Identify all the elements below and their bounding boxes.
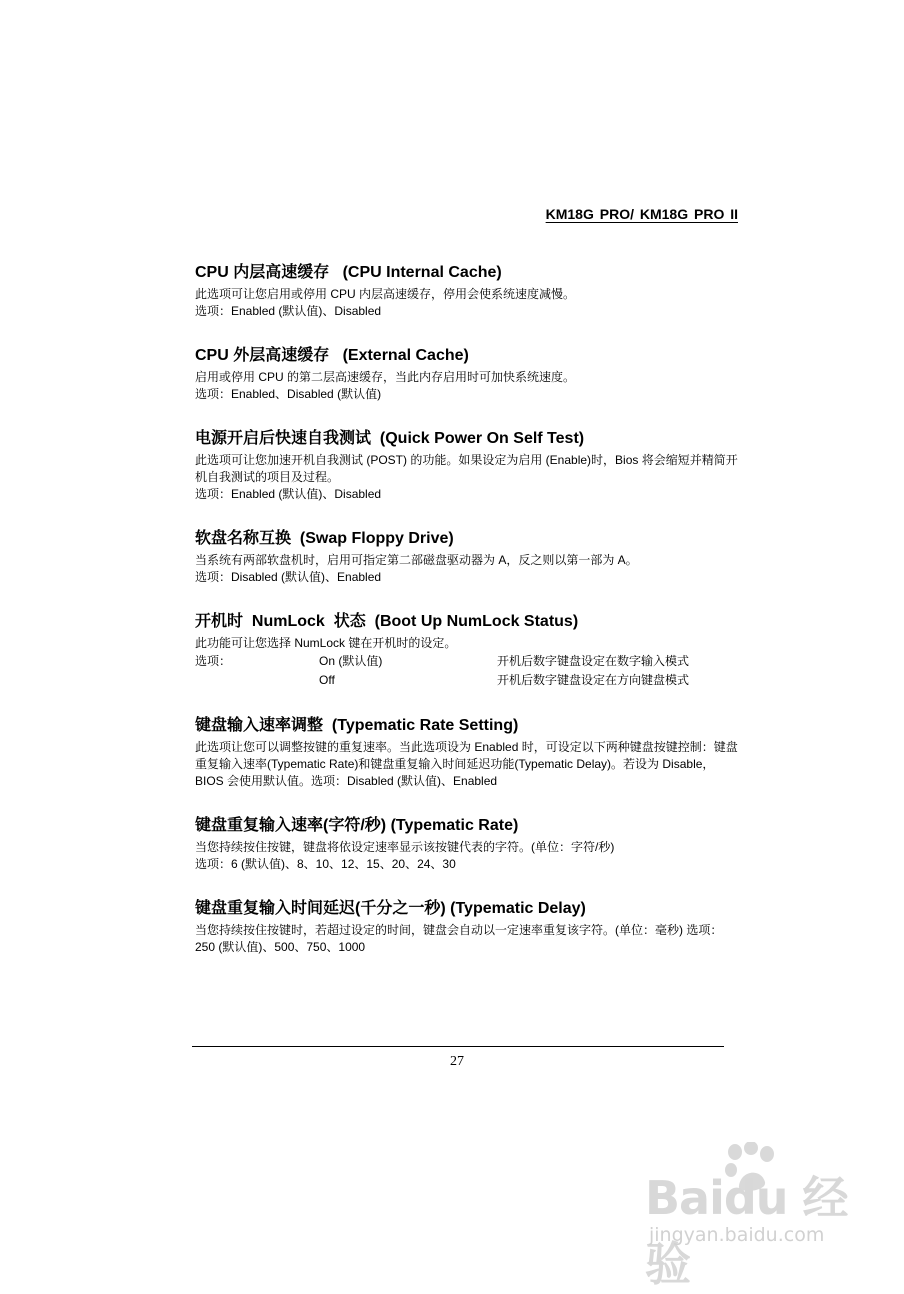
section-typematic-delay bbox=[195, 898, 740, 956]
section-options: 选项：Enabled、Disabled (默认值) bbox=[195, 387, 382, 401]
title-en: (Boot Up NumLock Status) bbox=[374, 613, 579, 630]
title-cn: CPU 内层高速缓存 bbox=[195, 264, 330, 281]
title-mid: NumLock bbox=[251, 613, 325, 630]
section-quick-post bbox=[195, 428, 740, 503]
baidu-watermark bbox=[645, 1142, 885, 1291]
title-cn: 电源开启后快速自我测试 bbox=[195, 430, 372, 447]
title-en: (Swap Floppy Drive) bbox=[299, 530, 454, 547]
option-row-off bbox=[195, 671, 740, 690]
title-en: (External Cache) bbox=[342, 347, 469, 364]
section-title bbox=[195, 262, 740, 284]
section-title bbox=[195, 611, 740, 633]
section-description: 此选项可让您启用或停用 CPU 内层高速缓存，停用会使系统速度减慢。 bbox=[195, 287, 576, 301]
title-en: (Typematic Rate) bbox=[390, 817, 519, 834]
options-label: 选项： bbox=[195, 654, 232, 668]
section-typematic-rate-setting bbox=[195, 715, 740, 790]
section-description: 此选项可让您加速开机自我测试 (POST) 的功能。如果设定为启用 (Enable)时，Bios 将会缩短并精简开机自我测试的项目及过程。 bbox=[195, 453, 738, 484]
watermark-url: jingyan.baidu.com bbox=[649, 1224, 825, 1246]
title-cn: 键盘输入速率调整 bbox=[195, 717, 324, 734]
page-content bbox=[195, 262, 740, 981]
title-en: (CPU Internal Cache) bbox=[342, 264, 502, 281]
section-description: 启用或停用 CPU 的第二层高速缓存，当此内存启用时可加快系统速度。 bbox=[195, 370, 576, 384]
watermark-logo: Baidu 经验 bbox=[645, 1171, 848, 1291]
section-title bbox=[195, 898, 740, 920]
option-meaning: 开机后数字键盘设定在方向键盘模式 bbox=[497, 673, 690, 687]
title-cn2: 状态 bbox=[333, 613, 366, 630]
section-description: 当您持续按住按键时，若超过设定的时间，键盘会自动以一定速率重复该字符。(单位：毫秒) 选项：250 (默认值)、500、750、1000 bbox=[195, 923, 723, 954]
section-cpu-internal-cache bbox=[195, 262, 740, 320]
title-en: (Quick Power On Self Test) bbox=[379, 430, 585, 447]
section-title bbox=[195, 815, 740, 837]
option-row-on bbox=[195, 652, 740, 671]
section-options: 选项：6 (默认值)、8、10、12、15、20、24、30 bbox=[195, 857, 456, 871]
page-number: 27 bbox=[450, 1054, 464, 1069]
page-header-model: KM18G PRO/ KM18G PRO II bbox=[545, 206, 738, 222]
title-cn: CPU 外层高速缓存 bbox=[195, 347, 330, 364]
option-value: On (默认值) bbox=[319, 654, 383, 668]
title-cn: 开机时 bbox=[195, 613, 244, 630]
section-options: 选项：Disabled (默认值)、Enabled bbox=[195, 570, 382, 584]
section-title bbox=[195, 528, 740, 550]
option-value: Off bbox=[319, 673, 335, 687]
options-table bbox=[195, 652, 740, 690]
section-external-cache bbox=[195, 345, 740, 403]
section-title bbox=[195, 428, 740, 450]
section-description: 此功能可让您选择 NumLock 键在开机时的设定。 bbox=[195, 636, 457, 650]
title-en: (Typematic Delay) bbox=[450, 900, 586, 917]
section-title bbox=[195, 715, 740, 737]
section-description: 当系统有两部软盘机时，启用可指定第二部磁盘驱动器为 A，反之则以第一部为 A。 bbox=[195, 553, 638, 567]
section-typematic-rate bbox=[195, 815, 740, 873]
title-en: (Typematic Rate Setting) bbox=[331, 717, 519, 734]
title-cn: 键盘重复输入时间延迟(千分之一秒) bbox=[195, 900, 446, 917]
section-swap-floppy bbox=[195, 528, 740, 586]
section-description: 此选项让您可以调整按键的重复速率。当此选项设为 Enabled 时，可设定以下两种键盘按键控制：键盘重复输入速率(Typematic Rate)和键盘重复输入时间延迟功能(Typematic Delay)。若设为 Disable， BIOS 会使用默认值。选项：Disabled (默认值)、Enabled bbox=[195, 740, 738, 788]
title-cn: 软盘名称互换 bbox=[195, 530, 292, 547]
footer-divider bbox=[192, 1046, 724, 1047]
option-meaning: 开机后数字键盘设定在数字输入模式 bbox=[497, 654, 690, 668]
section-title bbox=[195, 345, 740, 367]
section-numlock-status bbox=[195, 611, 740, 690]
title-cn: 键盘重复输入速率(字符/秒) bbox=[195, 817, 387, 834]
section-description: 当您持续按住按键，键盘将依设定速率显示该按键代表的字符。(单位：字符/秒) bbox=[195, 840, 615, 854]
section-options: 选项：Enabled (默认值)、Disabled bbox=[195, 487, 382, 501]
section-options: 选项：Enabled (默认值)、Disabled bbox=[195, 304, 382, 318]
